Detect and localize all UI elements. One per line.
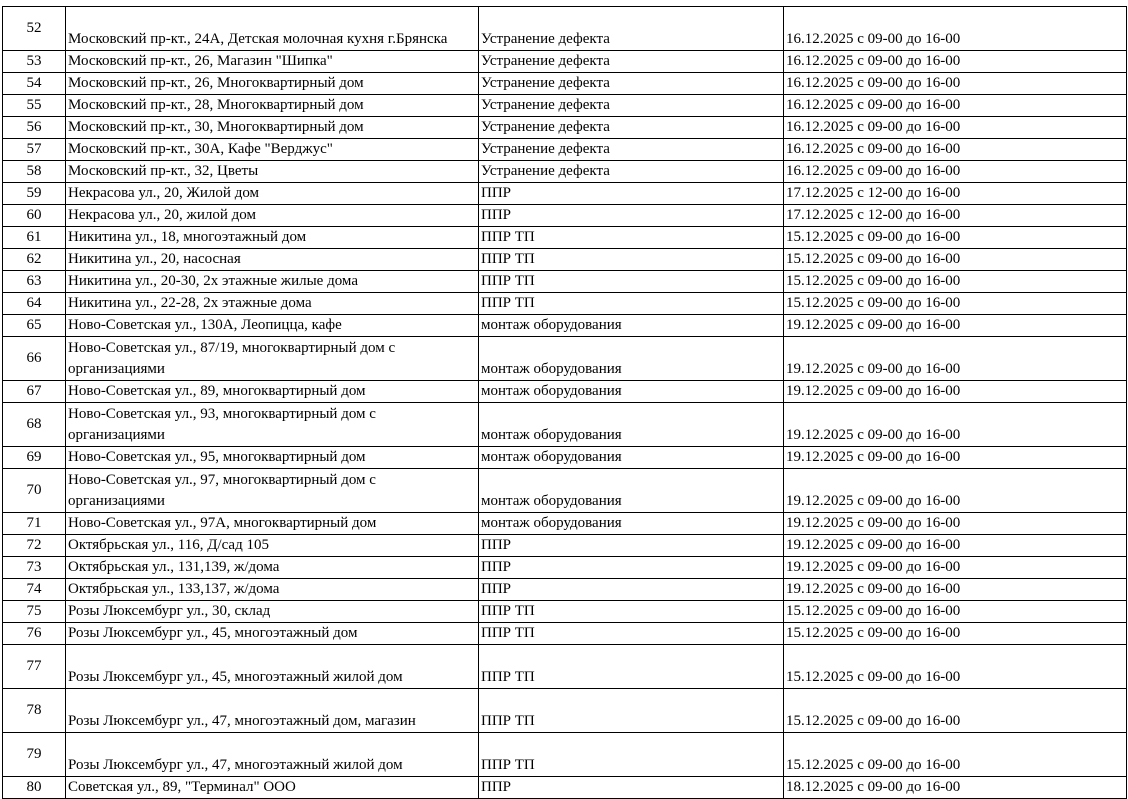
work-type-cell: монтаж оборудования	[479, 381, 784, 403]
row-number-cell: 70	[3, 469, 66, 513]
table-row	[3, 381, 1127, 403]
outage-time-cell: 19.12.2025 с 09-00 до 16-00	[784, 469, 1127, 513]
table-row	[3, 337, 1127, 381]
outage-time-cell: 19.12.2025 с 09-00 до 16-00	[784, 315, 1127, 337]
row-number-cell: 67	[3, 381, 66, 403]
work-type-cell: Устранение дефекта	[479, 7, 784, 51]
outage-time-cell: 19.12.2025 с 09-00 до 16-00	[784, 557, 1127, 579]
table-row	[3, 557, 1127, 579]
work-type-cell: ППР	[479, 205, 784, 227]
row-number-cell: 77	[3, 645, 66, 689]
address-cell: Розы Люксембург ул., 45, многоэтажный дом	[66, 623, 479, 645]
outage-time-cell: 16.12.2025 с 09-00 до 16-00	[784, 139, 1127, 161]
table-row	[3, 51, 1127, 73]
outage-time-cell: 15.12.2025 с 09-00 до 16-00	[784, 601, 1127, 623]
work-type-cell: Устранение дефекта	[479, 139, 784, 161]
address-cell: Московский пр-кт., 26, Многоквартирный дом	[66, 73, 479, 95]
outage-time-cell: 15.12.2025 с 09-00 до 16-00	[784, 271, 1127, 293]
outage-time-cell: 18.12.2025 с 09-00 до 16-00	[784, 777, 1127, 799]
row-number-cell: 76	[3, 623, 66, 645]
table-row	[3, 447, 1127, 469]
work-type-cell: монтаж оборудования	[479, 469, 784, 513]
work-type-cell: Устранение дефекта	[479, 117, 784, 139]
address-cell: Никитина ул., 18, многоэтажный дом	[66, 227, 479, 249]
row-number-cell: 80	[3, 777, 66, 799]
outage-time-cell: 15.12.2025 с 09-00 до 16-00	[784, 689, 1127, 733]
address-cell: Октябрьская ул., 131,139, ж/дома	[66, 557, 479, 579]
work-type-cell: монтаж оборудования	[479, 315, 784, 337]
outage-time-cell: 19.12.2025 с 09-00 до 16-00	[784, 337, 1127, 381]
row-number-cell: 73	[3, 557, 66, 579]
outage-time-cell: 17.12.2025 с 12-00 до 16-00	[784, 183, 1127, 205]
address-cell: Никитина ул., 20-30, 2х этажные жилые дома	[66, 271, 479, 293]
work-type-cell: монтаж оборудования	[479, 513, 784, 535]
address-cell: Некрасова ул., 20, жилой дом	[66, 205, 479, 227]
work-type-cell: Устранение дефекта	[479, 51, 784, 73]
address-cell: Никитина ул., 20, насосная	[66, 249, 479, 271]
table-row	[3, 535, 1127, 557]
work-type-cell: монтаж оборудования	[479, 403, 784, 447]
table-row	[3, 161, 1127, 183]
address-cell: Розы Люксембург ул., 47, многоэтажный жилой дом	[66, 733, 479, 777]
work-type-cell: ППР ТП	[479, 293, 784, 315]
table-row	[3, 315, 1127, 337]
outage-time-cell: 16.12.2025 с 09-00 до 16-00	[784, 73, 1127, 95]
address-cell: Октябрьская ул., 116, Д/сад 105	[66, 535, 479, 557]
row-number-cell: 52	[3, 7, 66, 51]
row-number-cell: 63	[3, 271, 66, 293]
work-type-cell: ППР	[479, 557, 784, 579]
row-number-cell: 78	[3, 689, 66, 733]
address-cell: Ново-Советская ул., 93, многоквартирный дом с организациями	[66, 403, 479, 447]
row-number-cell: 68	[3, 403, 66, 447]
address-cell: Никитина ул., 22-28, 2х этажные дома	[66, 293, 479, 315]
row-number-cell: 55	[3, 95, 66, 117]
row-number-cell: 72	[3, 535, 66, 557]
outage-time-cell: 15.12.2025 с 09-00 до 16-00	[784, 645, 1127, 689]
address-cell: Ново-Советская ул., 97А, многоквартирный дом	[66, 513, 479, 535]
row-number-cell: 54	[3, 73, 66, 95]
table-row	[3, 205, 1127, 227]
work-type-cell: ППР ТП	[479, 601, 784, 623]
outage-time-cell: 15.12.2025 с 09-00 до 16-00	[784, 733, 1127, 777]
table-row	[3, 689, 1127, 733]
outage-time-cell: 15.12.2025 с 09-00 до 16-00	[784, 249, 1127, 271]
table-row	[3, 293, 1127, 315]
outage-time-cell: 19.12.2025 с 09-00 до 16-00	[784, 535, 1127, 557]
row-number-cell: 60	[3, 205, 66, 227]
table-row	[3, 645, 1127, 689]
outage-time-cell: 17.12.2025 с 12-00 до 16-00	[784, 205, 1127, 227]
work-type-cell: монтаж оборудования	[479, 337, 784, 381]
address-cell: Московский пр-кт., 26, Магазин "Шипка"	[66, 51, 479, 73]
table-row	[3, 403, 1127, 447]
work-type-cell: ППР ТП	[479, 733, 784, 777]
table-row	[3, 73, 1127, 95]
work-type-cell: ППР	[479, 183, 784, 205]
outage-schedule-table	[2, 6, 1127, 799]
table-row	[3, 271, 1127, 293]
outage-time-cell: 16.12.2025 с 09-00 до 16-00	[784, 161, 1127, 183]
table-row	[3, 579, 1127, 601]
table-row	[3, 777, 1127, 799]
work-type-cell: ППР ТП	[479, 227, 784, 249]
address-cell: Октябрьская ул., 133,137, ж/дома	[66, 579, 479, 601]
row-number-cell: 66	[3, 337, 66, 381]
work-type-cell: монтаж оборудования	[479, 447, 784, 469]
row-number-cell: 75	[3, 601, 66, 623]
address-cell: Московский пр-кт., 30А, Кафе "Верджус"	[66, 139, 479, 161]
table-row	[3, 139, 1127, 161]
table-body	[3, 7, 1127, 799]
outage-time-cell: 16.12.2025 с 09-00 до 16-00	[784, 51, 1127, 73]
row-number-cell: 56	[3, 117, 66, 139]
table-row	[3, 513, 1127, 535]
address-cell: Ново-Советская ул., 95, многоквартирный дом	[66, 447, 479, 469]
outage-time-cell: 19.12.2025 с 09-00 до 16-00	[784, 381, 1127, 403]
outage-time-cell: 19.12.2025 с 09-00 до 16-00	[784, 447, 1127, 469]
address-cell: Розы Люксембург ул., 30, склад	[66, 601, 479, 623]
outage-time-cell: 19.12.2025 с 09-00 до 16-00	[784, 579, 1127, 601]
table-row	[3, 183, 1127, 205]
row-number-cell: 53	[3, 51, 66, 73]
work-type-cell: ППР ТП	[479, 271, 784, 293]
work-type-cell: ППР	[479, 777, 784, 799]
row-number-cell: 65	[3, 315, 66, 337]
table-row	[3, 601, 1127, 623]
work-type-cell: ППР	[479, 579, 784, 601]
address-cell: Розы Люксембург ул., 45, многоэтажный жилой дом	[66, 645, 479, 689]
row-number-cell: 69	[3, 447, 66, 469]
row-number-cell: 59	[3, 183, 66, 205]
table-row	[3, 95, 1127, 117]
outage-time-cell: 16.12.2025 с 09-00 до 16-00	[784, 95, 1127, 117]
row-number-cell: 57	[3, 139, 66, 161]
row-number-cell: 64	[3, 293, 66, 315]
address-cell: Ново-Советская ул., 97, многоквартирный дом с организациями	[66, 469, 479, 513]
address-cell: Советская ул., 89, "Терминал" ООО	[66, 777, 479, 799]
address-cell: Московский пр-кт., 30, Многоквартирный дом	[66, 117, 479, 139]
work-type-cell: Устранение дефекта	[479, 95, 784, 117]
row-number-cell: 74	[3, 579, 66, 601]
table-row	[3, 469, 1127, 513]
outage-time-cell: 16.12.2025 с 09-00 до 16-00	[784, 7, 1127, 51]
work-type-cell: ППР ТП	[479, 645, 784, 689]
address-cell: Московский пр-кт., 28, Многоквартирный дом	[66, 95, 479, 117]
work-type-cell: ППР ТП	[479, 249, 784, 271]
outage-time-cell: 15.12.2025 с 09-00 до 16-00	[784, 623, 1127, 645]
table-row	[3, 117, 1127, 139]
work-type-cell: ППР ТП	[479, 689, 784, 733]
row-number-cell: 61	[3, 227, 66, 249]
table-row	[3, 623, 1127, 645]
row-number-cell: 62	[3, 249, 66, 271]
address-cell: Ново-Советская ул., 89, многоквартирный дом	[66, 381, 479, 403]
table-row	[3, 733, 1127, 777]
address-cell: Розы Люксембург ул., 47, многоэтажный дом, магазин	[66, 689, 479, 733]
row-number-cell: 79	[3, 733, 66, 777]
row-number-cell: 58	[3, 161, 66, 183]
address-cell: Московский пр-кт., 24А, Детская молочная кухня г.Брянска	[66, 7, 479, 51]
outage-time-cell: 16.12.2025 с 09-00 до 16-00	[784, 117, 1127, 139]
address-cell: Ново-Советская ул., 130А, Леопицца, кафе	[66, 315, 479, 337]
address-cell: Московский пр-кт., 32, Цветы	[66, 161, 479, 183]
work-type-cell: Устранение дефекта	[479, 161, 784, 183]
work-type-cell: ППР	[479, 535, 784, 557]
outage-time-cell: 15.12.2025 с 09-00 до 16-00	[784, 227, 1127, 249]
address-cell: Некрасова ул., 20, Жилой дом	[66, 183, 479, 205]
outage-time-cell: 15.12.2025 с 09-00 до 16-00	[784, 293, 1127, 315]
outage-time-cell: 19.12.2025 с 09-00 до 16-00	[784, 513, 1127, 535]
table-row	[3, 249, 1127, 271]
table-row	[3, 7, 1127, 51]
address-cell: Ново-Советская ул., 87/19, многоквартирный дом с организациями	[66, 337, 479, 381]
work-type-cell: ППР ТП	[479, 623, 784, 645]
row-number-cell: 71	[3, 513, 66, 535]
work-type-cell: Устранение дефекта	[479, 73, 784, 95]
table-row	[3, 227, 1127, 249]
outage-time-cell: 19.12.2025 с 09-00 до 16-00	[784, 403, 1127, 447]
